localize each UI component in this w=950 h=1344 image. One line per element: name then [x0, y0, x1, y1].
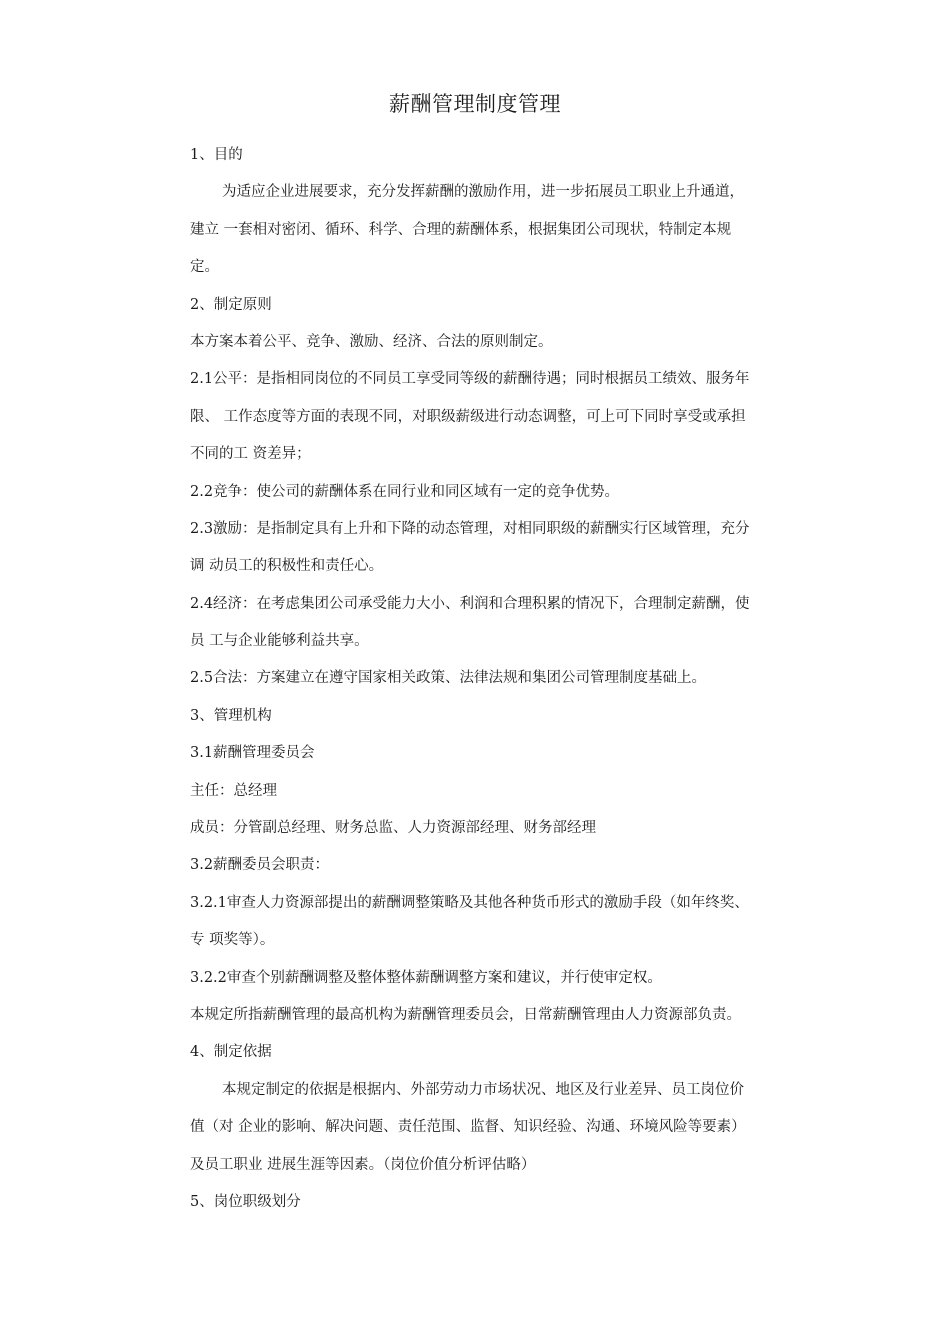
document-body: [190, 137, 815, 1221]
text-line: 2.4经济：在考虑集团公司承受能力大小、利润和合理积累的情况下，合理制定薪酬，使: [190, 595, 750, 612]
text-line: 专 项奖等）。: [190, 932, 275, 949]
text-line: 值（对 企业的影响、解决问题、责任范围、监督、知识经验、沟通、环境风险等要素）: [190, 1119, 746, 1136]
text-line: 本规定所指薪酬管理的最高机构为薪酬管理委员会，日常薪酬管理由人力资源部负责。: [190, 1006, 741, 1023]
text-line: 建立 一套相对密闭、循环、科学、合理的薪酬体系，根据集团公司现状，特制定本规: [190, 221, 732, 238]
text-line: 限、 工作态度等方面的表现不同，对职级薪级进行动态调整，可上可下同时享受或承担: [190, 408, 746, 425]
text-line: 本规定制定的依据是根据内、外部劳动力市场状况、地区及行业差异、员工岗位价: [222, 1081, 744, 1098]
text-line: 4、制定依据: [190, 1044, 272, 1061]
text-line: 及员工职业 进展生涯等因素。（岗位价值分析评估略）: [190, 1156, 536, 1173]
text-line: 3.2.2审查个别薪酬调整及整体整体薪酬调整方案和建议，并行使审定权。: [190, 969, 662, 986]
document-title: 薪酬管理制度管理: [389, 92, 561, 116]
text-line: 2.5合法：方案建立在遵守国家相关政策、法律法规和集团公司管理制度基础上。: [190, 670, 707, 687]
text-line: 2、制定原则: [190, 296, 272, 313]
text-line: 不同的工 资差异；: [190, 446, 311, 463]
text-line: 3、管理机构: [190, 707, 272, 724]
text-line: 3.2薪酬委员会职责：: [190, 857, 330, 874]
text-line: 定。: [190, 259, 219, 276]
text-line: 本方案本着公平、竞争、激励、经济、合法的原则制定。: [190, 333, 553, 350]
text-line: 调 动员工的积极性和责任心。: [190, 558, 384, 575]
text-line: 为适应企业进展要求，充分发挥薪酬的激励作用，进一步拓展员工职业上升通道，: [222, 184, 744, 201]
text-line: 2.1公平：是指相同岗位的不同员工享受同等级的薪酬待遇；同时根据员工绩效、服务年: [190, 371, 750, 388]
text-line: 5、岗位职级划分: [190, 1193, 301, 1210]
text-line: 2.2竞争：使公司的薪酬体系在同行业和同区域有一定的竞争优势。: [190, 483, 620, 500]
text-line: 员 工与企业能够利益共享。: [190, 633, 369, 650]
text-line: 2.3激励：是指制定具有上升和下降的动态管理，对相同职级的薪酬实行区域管理，充分: [190, 520, 750, 537]
text-line: 1、目的: [190, 147, 243, 163]
text-line: 3.1薪酬管理委员会: [190, 745, 315, 762]
text-line: 成员：分管副总经理、财务总监、人力资源部经理、财务部经理: [190, 820, 596, 837]
text-line: 3.2.1审查人力资源部提出的薪酬调整策略及其他各种货币形式的激励手段（如年终奖、: [190, 894, 749, 911]
text-line: 主任：总经理: [190, 782, 277, 799]
